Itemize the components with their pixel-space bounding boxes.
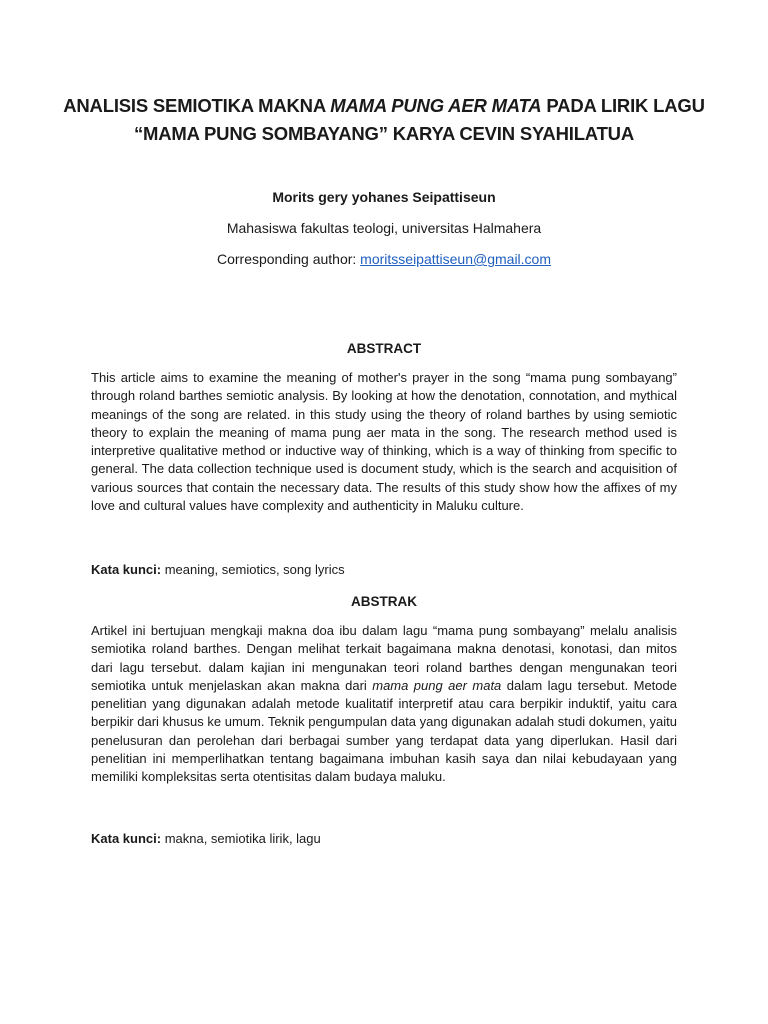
corresponding-author [0,251,768,267]
title-part-1: ANALISIS SEMIOTIKA MAKNA [63,95,331,116]
kata-kunci-value: makna, semiotika lirik, lagu [161,831,321,846]
corresponding-label: Corresponding author: [216,251,361,267]
author-affiliation: Mahasiswa fakultas teologi, universitas Halmahera [226,220,542,236]
abstract-text: This article aims to examine the meaning of mother's prayer in the song “mama pung sombayang” through roland barthes semiotic analysis. By looking at how the denotation, connotation, and mythical meanings of the song are related. in this study using the theory of roland barthes by using semiotic theory to explain the meaning of mama pung aer mata in the song. The research method used is interpretive qualitative method or inductive way of thinking, which is a way of thinking from specific to general. The data collection technique used is document study, which is the search and acquisition of various sources that contain the necessary data. The results of this study show how the affixes of my love and cultural values have complexity and authenticity in Maluku culture. [91,370,677,514]
abstract-heading: ABSTRACT [346,341,422,356]
paper-title [60,92,708,148]
abstrak-heading: ABSTRAK [351,594,417,609]
email-link[interactable]: moritsseipattiseun@gmail.com [360,251,552,267]
kata-kunci-label: Kata kunci: [91,831,162,846]
title-part-2: PADA LIRIK LAGU “MAMA PUNG SOMBAYANG” KARYA CEVIN SYAHILATUA [133,95,705,144]
abstrak-text-after: dalam lagu tersebut. Metode penelitian yang digunakan adalah metode kualitatif interpretif atau cara berpikir induktif, yaitu cara berpikir dari khusus ke umum. Teknik pengumpulan data yang digunakan adalah studi dokumen, yaitu penelusuran dan perolehan dari berbagai sumber yang terdapat data yang diperlukan. Hasil dari penelitian ini memperlihatkan tentang bagaimana imbuhan kasih saya dan nilai kebudayaan yang memiliki kompleksitas serta otentisitas dalam budaya maluku. [91,677,677,785]
author-name: Morits gery yohanes Seipattiseun [272,189,496,205]
title-italic: MAMA PUNG AER MATA [330,95,542,116]
keywords-value: meaning, semiotics, song lyrics [161,562,345,577]
abstract-keywords [91,562,345,577]
keywords-label: Kata kunci: [91,562,162,577]
abstrak-text [91,622,677,787]
abstrak-text-italic: mama pung aer mata [372,677,502,693]
abstrak-keywords [91,831,321,846]
abstrak-text-before: Artikel ini bertujuan mengkaji makna doa ibu dalam lagu “mama pung sombayang” melalu analisis semiotika roland barthes. Dengan melihat terkait bagaimana makna denotasi, konotasi, dan mitos dari lagu tersebut. dalam kajian ini mengunakan teori roland barthes dengan mengunakan teori semiotika untuk menjelaskan akan makna dari [91,623,677,693]
